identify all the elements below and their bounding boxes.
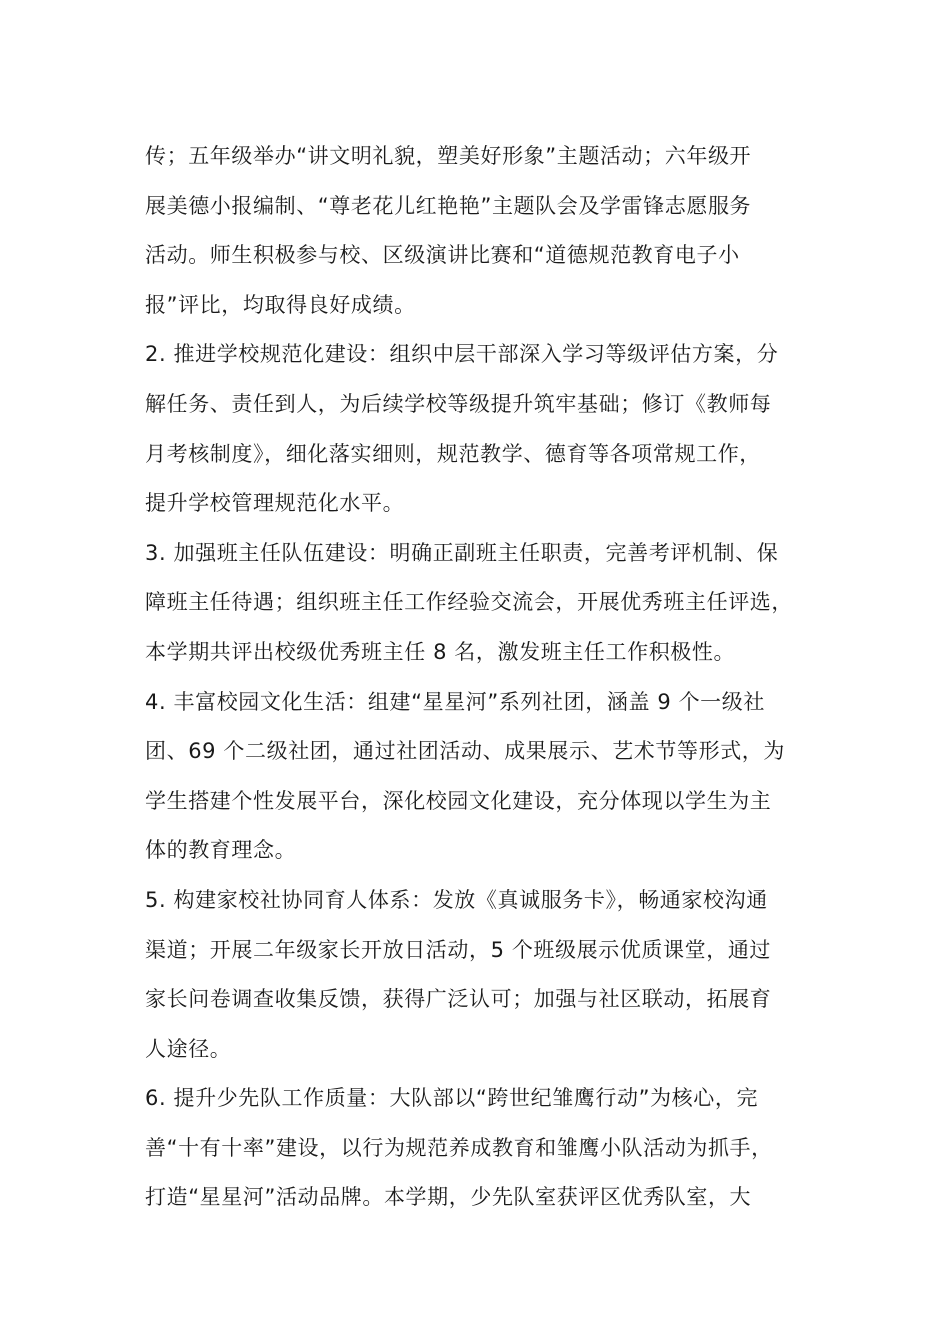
text-line: 5. 构建家校社协同育人体系：发放《真诚服务卡》，畅通家校沟通: [145, 887, 768, 912]
document-body: [145, 132, 815, 1223]
text-line: 月考核制度》，细化落实细则，规范教学、德育等各项常规工作，: [145, 441, 761, 466]
text-line: 提升学校管理规范化水平。: [145, 491, 405, 516]
text-line: 传；五年级举办“讲文明礼貌，塑美好形象”主题活动；六年级开: [145, 144, 752, 168]
text-line: 活动。师生积极参与校、区级演讲比赛和“道德规范教育电子小: [145, 243, 740, 268]
text-line: 本学期共评出校级优秀班主任 8 名，激发班主任工作积极性。: [145, 639, 736, 664]
text-line: 展美德小报编制、“尊老花儿红艳艳”主题队会及学雷锋志愿服务: [145, 193, 752, 218]
text-line: 4. 丰富校园文化生活：组建“星星河”系列社团，涵盖 9 个一级社: [145, 689, 765, 714]
text-line: 体的教育理念。: [145, 838, 297, 863]
text-line: 报”评比，均取得良好成绩。: [145, 292, 416, 317]
text-line: 学生搭建个性发展平台，深化校园文化建设，充分体现以学生为主: [145, 788, 772, 813]
text-line: 人途径。: [145, 1036, 232, 1061]
text-line: 2. 推进学校规范化建设：组织中层干部深入学习等级评估方案，分: [145, 342, 779, 367]
text-line: 渠道；开展二年级家长开放日活动，5 个班级展示优质课堂，通过: [145, 937, 772, 962]
text-line: 3. 加强班主任队伍建设：明确正副班主任职责，完善考评机制、保: [145, 540, 779, 565]
text-line: 6. 提升少先队工作质量：大队部以“跨世纪雏鹰行动”为核心，完: [145, 1086, 759, 1111]
text-line: 解任务、责任到人，为后续学校等级提升筑牢基础；修订《教师每: [145, 391, 772, 416]
text-line: 打造“星星河”活动品牌。本学期，少先队室获评区优秀队室，大: [145, 1185, 752, 1210]
text-line: 善“十有十率”建设，以行为规范养成教育和雏鹰小队活动为抓手，: [145, 1135, 773, 1160]
text-line: 障班主任待遇；组织班主任工作经验交流会，开展优秀班主任评选，: [145, 590, 793, 615]
text-line: 家长问卷调查收集反馈，获得广泛认可；加强与社区联动，拓展育: [145, 987, 772, 1012]
text-line: 团、69 个二级社团，通过社团活动、成果展示、艺术节等形式，为: [145, 739, 785, 764]
